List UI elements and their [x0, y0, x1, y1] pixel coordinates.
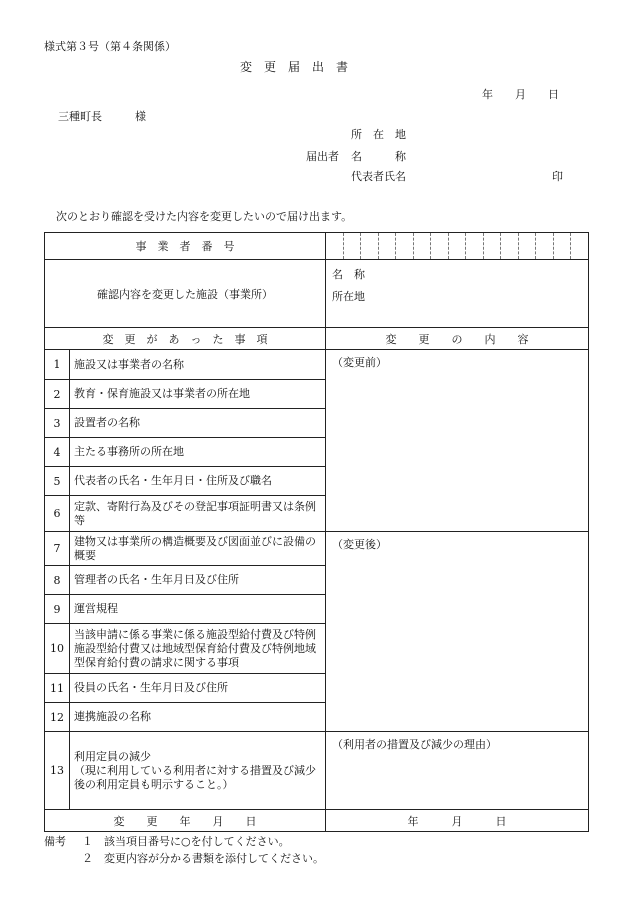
note-2: 変更内容が分かる書類を添付してください。: [104, 852, 324, 865]
representative-label: 代表者氏名: [351, 170, 406, 183]
item-number[interactable]: 4: [45, 438, 70, 467]
note-number: ２: [82, 852, 93, 865]
notes-label: 備考: [44, 835, 66, 848]
digit-box[interactable]: [344, 233, 362, 259]
items-header: 変 更 が あ っ た 事 項: [45, 328, 326, 350]
item-number[interactable]: 3: [45, 409, 70, 438]
digit-box[interactable]: [379, 233, 397, 259]
item-number[interactable]: 1: [45, 350, 70, 380]
facility-name-field[interactable]: 名 称: [332, 268, 365, 281]
applicant-label: 届出者: [306, 150, 339, 163]
facility-address-field[interactable]: 所在地: [332, 290, 365, 303]
item-text: 運営規程: [70, 595, 326, 624]
digit-box[interactable]: [431, 233, 449, 259]
item-number[interactable]: 12: [45, 703, 70, 732]
item-text: 役員の氏名・生年月日及び住所: [70, 674, 326, 703]
seal-mark: 印: [552, 170, 563, 183]
before-label: （変更前）: [332, 356, 387, 369]
reason-label: （利用者の措置及び減少の理由）: [332, 738, 497, 751]
item-number[interactable]: 5: [45, 467, 70, 496]
item-number[interactable]: 8: [45, 566, 70, 595]
item-number[interactable]: 6: [45, 496, 70, 532]
digit-box[interactable]: [396, 233, 414, 259]
facility-label: 確認内容を変更した施設（事業所）: [45, 260, 326, 328]
form-number: 様式第３号（第４条関係）: [44, 40, 176, 53]
digit-box[interactable]: [326, 233, 344, 259]
date-line: 年 月 日: [482, 88, 559, 101]
note-number: １: [82, 835, 93, 848]
item-text: 定款、寄附行為及びその登記事項証明書又は条例等: [70, 496, 326, 532]
after-change-cell[interactable]: [326, 532, 589, 732]
before-change-cell[interactable]: [326, 350, 589, 532]
facility-fields[interactable]: [326, 260, 589, 328]
item-number[interactable]: 13: [45, 732, 70, 810]
intro-text: 次のとおり確認を受けた内容を変更したいので届け出ます。: [56, 210, 353, 223]
operator-number-label: 事 業 者 番 号: [45, 233, 326, 260]
item-number[interactable]: 10: [45, 624, 70, 674]
after-label: （変更後）: [332, 538, 387, 551]
item-text: 建物又は事業所の構造概要及び図面並びに設備の概要: [70, 532, 326, 566]
item-text: 教育・保育施設又は事業者の所在地: [70, 380, 326, 409]
digit-box[interactable]: [519, 233, 537, 259]
name-label: 名 称: [351, 150, 406, 163]
item-number[interactable]: 11: [45, 674, 70, 703]
address-label: 所 在 地: [351, 128, 406, 141]
item-text: 利用定員の減少 （現に利用している利用者に対する措置及び減少後の利用定員も明示すること。）: [70, 732, 326, 810]
change-date-field[interactable]: 年 月 日: [326, 810, 589, 832]
digit-box[interactable]: [501, 233, 519, 259]
note-1: 該当項目番号に○を付してください。: [104, 835, 290, 848]
item-number[interactable]: 9: [45, 595, 70, 624]
item-text: 当該申請に係る事業に係る施設型給付費及び特例施設型給付費又は地域型保育給付費及び特例地域型保育給付費の請求に関する事項: [70, 624, 326, 674]
operator-number-boxes[interactable]: [326, 233, 589, 260]
item-number[interactable]: 2: [45, 380, 70, 409]
digit-box[interactable]: [484, 233, 502, 259]
item-text: 主たる事務所の所在地: [70, 438, 326, 467]
item-text: 設置者の名称: [70, 409, 326, 438]
change-date-label: 変 更 年 月 日: [45, 810, 326, 832]
item-number[interactable]: 7: [45, 532, 70, 566]
digit-box[interactable]: [536, 233, 554, 259]
digit-box[interactable]: [466, 233, 484, 259]
addressee: 三種町長 様: [58, 110, 146, 123]
page-title: 変 更 届 出 書: [240, 60, 349, 74]
item-text: 施設又は事業者の名称: [70, 350, 326, 380]
item-text: 連携施設の名称: [70, 703, 326, 732]
digit-box[interactable]: [449, 233, 467, 259]
change-form-table: [44, 232, 589, 832]
digit-box[interactable]: [554, 233, 572, 259]
item-text: 代表者の氏名・生年月日・住所及び職名: [70, 467, 326, 496]
item-text: 管理者の氏名・生年月日及び住所: [70, 566, 326, 595]
content-header: 変 更 の 内 容: [326, 328, 589, 350]
digit-box[interactable]: [414, 233, 432, 259]
reason-cell[interactable]: [326, 732, 589, 810]
digit-box[interactable]: [571, 233, 588, 259]
digit-box[interactable]: [361, 233, 379, 259]
